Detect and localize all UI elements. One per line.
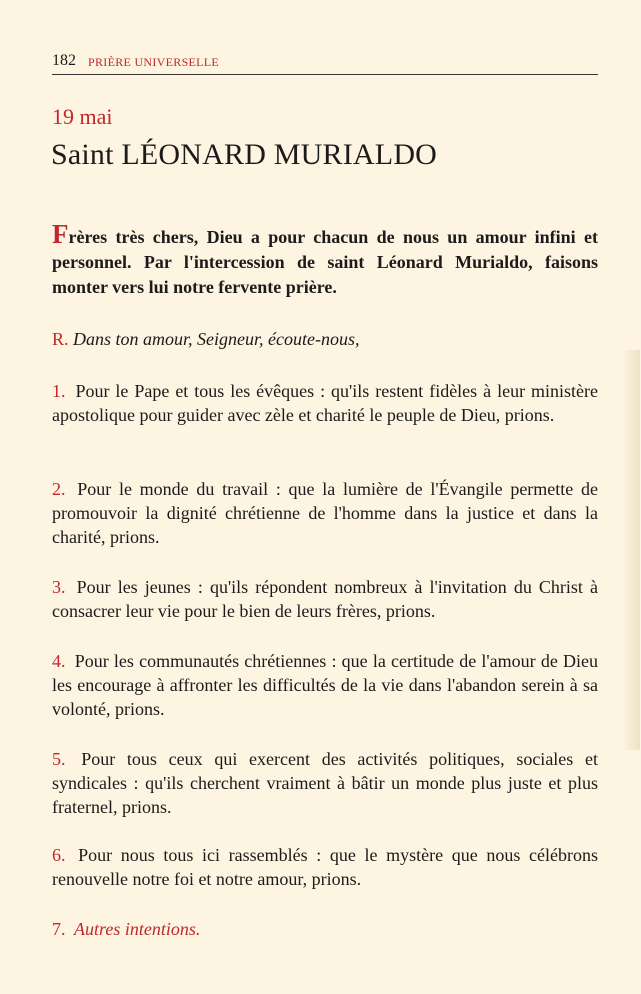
intention-number: 7. [52, 919, 66, 939]
page-header [52, 52, 598, 75]
intention-text: Pour tous ceux qui exercent des activités politiques, sociales et syndicales : qu'ils cherchent vraiment à bâtir un monde plus juste et plus fraternel, prions. [52, 749, 598, 817]
intention-number: 5. [52, 749, 66, 769]
intention-text: Pour les communautés chrétiennes : que la certitude de l'amour de Dieu les encourage à affronter les difficultés de la vie dans l'abandon serein à sa volonté, prions. [52, 651, 598, 719]
intention-item [52, 379, 598, 427]
saint-name: Saint LÉONARD MURIALDO [51, 138, 438, 171]
intention-number: 1. [52, 381, 66, 401]
intro-paragraph [52, 219, 598, 300]
response-line [52, 327, 598, 351]
response-text: Dans ton amour, Seigneur, écoute-nous, [73, 329, 360, 349]
dropcap: F [52, 219, 69, 249]
intention-item [52, 843, 598, 891]
intention-text: Pour le monde du travail : que la lumière de l'Évangile permette de promouvoir la dignité chrétienne de l'homme dans la justice et dans la charité, prions. [52, 479, 598, 547]
response-mark: R. [52, 329, 69, 349]
page-number: 182 [52, 52, 76, 69]
intention-item [52, 917, 598, 941]
intention-text: Autres intentions. [74, 919, 201, 939]
feast-date: 19 mai [52, 104, 113, 129]
intention-text: Pour le Pape et tous les évêques : qu'ils restent fidèles à leur ministère apostolique pour guider avec zèle et charité le peuple de Dieu, prions. [52, 381, 599, 425]
intention-number: 6. [52, 845, 66, 865]
intention-item [52, 649, 598, 721]
intention-item [52, 575, 598, 623]
intention-text: Pour nous tous ici rassemblés : que le mystère que nous célébrons renouvelle notre foi et notre amour, prions. [52, 845, 598, 889]
running-title: PRIÈRE UNIVERSELLE [88, 55, 220, 69]
intention-number: 2. [52, 479, 66, 499]
intention-number: 3. [52, 577, 66, 597]
intention-number: 4. [52, 651, 66, 671]
intention-text: Pour les jeunes : qu'ils répondent nombreux à l'invitation du Christ à consacrer leur vie pour le bien de leurs frères, prions. [52, 577, 598, 621]
page-stain [622, 350, 640, 750]
intention-item [52, 477, 598, 549]
intention-item [52, 747, 598, 819]
intro-text: rères très chers, Dieu a pour chacun de nous un amour infini et personnel. Par l'intercession de saint Léonard Murialdo, faisons monter vers lui notre fervente prière. [52, 227, 598, 297]
